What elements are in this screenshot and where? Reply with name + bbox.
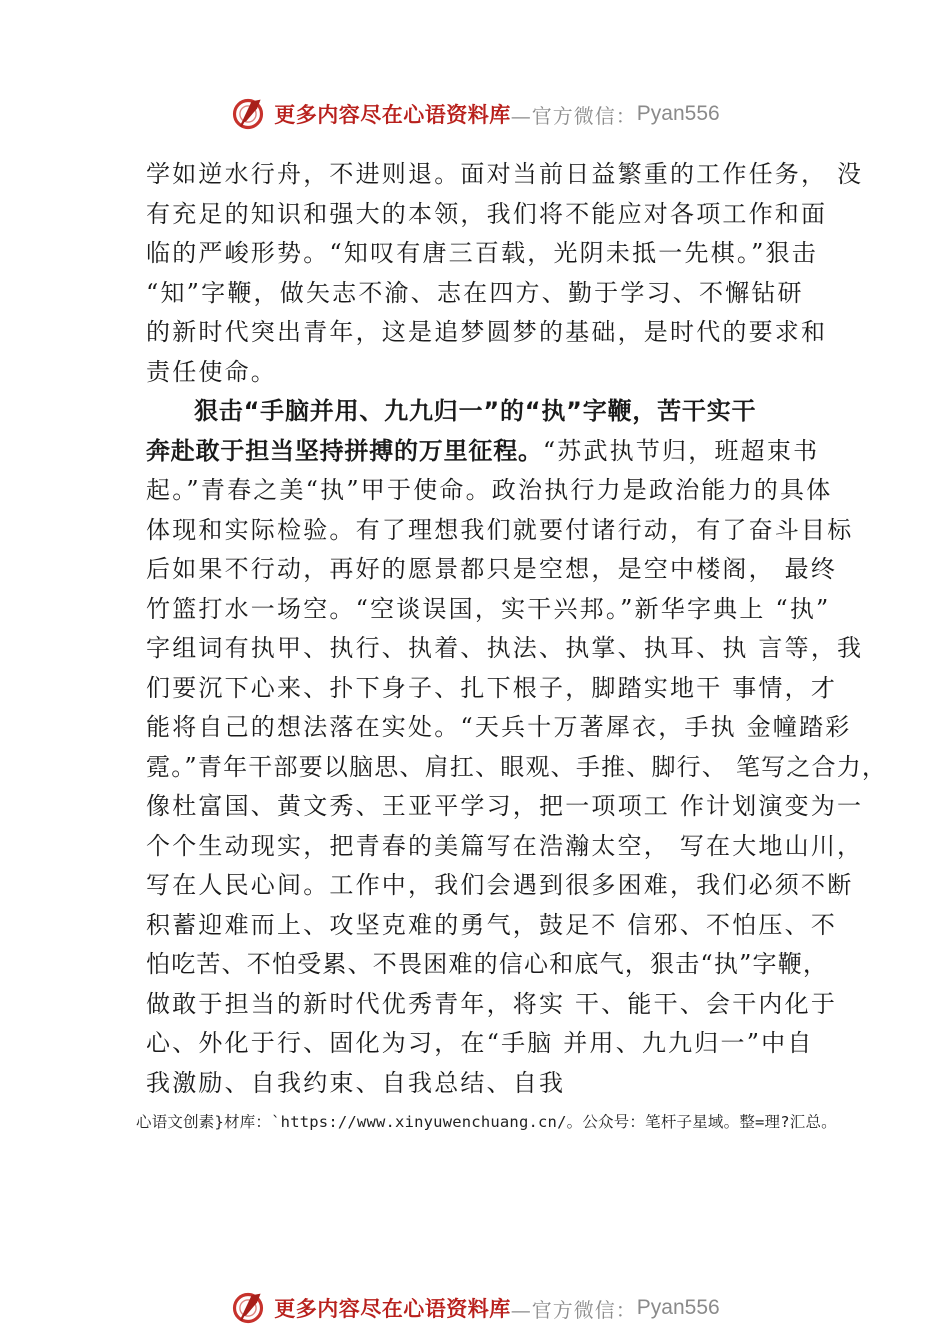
- banner-sub-text: —官方微信：: [510, 103, 637, 128]
- banner-sub-text: —官方微信：: [510, 1297, 637, 1322]
- text-line: 我激励、自我约束、自我总结、自我: [146, 1068, 566, 1097]
- document-body: [146, 155, 888, 1103]
- text-line: 心、外化于行、固化为习，在“手脑 并用、九九归一”中自: [146, 1029, 814, 1057]
- text-line: 有充足的知识和强大的本领，我们将不能应对各项工作和面: [146, 199, 828, 228]
- footer-banner: [0, 1286, 950, 1330]
- text-line: 的新时代突出青年，这是追梦圆梦的基础，是时代的要求和: [146, 318, 828, 346]
- paragraph-lead-line: [146, 432, 836, 472]
- text-line: 积蓄迎难而上、攻坚克难的勇气，鼓足不 信邪、不怕压、不: [146, 910, 838, 939]
- pen-seal-logo-icon: [230, 1290, 266, 1326]
- source-note: 心语文创素}材库：`https://www.xinyuwenchuang.cn/。公众号：笔杆子星域。整=理?汇总。: [136, 1113, 837, 1131]
- text-line: “知”字鞭，做矢志不渝、志在四方、勤于学习、不懈钻研: [146, 278, 804, 307]
- text-line: 们要沉下心来、扑下身子、扎下根子，脚踏实地干 事情，才: [146, 673, 838, 702]
- text-line: 字组词有执甲、执行、执着、执法、执掌、执耳、执 言等，我: [146, 634, 864, 662]
- text-line: 像杜富国、黄文秀、王亚平学习，把一项项工 作计划演变为一: [146, 792, 864, 820]
- text-line: 体现和实际检验。有了理想我们就要付诸行动，有了奋斗目标: [146, 515, 854, 544]
- paragraph-1: [146, 155, 864, 392]
- text-line: 学如逆水行舟，不进则退。面对当前日益繁重的工作任务， 没: [146, 160, 864, 188]
- text-line: 霓。”青年干部要以脑思、肩扛、眼观、手推、脚行、 笔写之合力，: [146, 752, 888, 781]
- pen-seal-logo-icon: [230, 96, 266, 132]
- text-line: 个个生动现实，把青春的美篇写在浩瀚太空， 写在大地山川，: [146, 831, 864, 860]
- text-line: 做敢于担当的新时代优秀青年，将实 干、能干、会干内化于: [146, 989, 838, 1018]
- text-line: 起。”青春之美“执”甲于使命。政治执行力是政治能力的具体: [146, 476, 833, 504]
- banner-wechat-handle: Pyan556: [636, 102, 720, 125]
- paragraph-lead-line: [146, 392, 836, 432]
- banner-brand-text: 更多内容尽在心语资料库: [274, 1296, 511, 1321]
- text-line: 责任使命。: [146, 357, 277, 386]
- quote-text: “苏武执节归，班超束书: [542, 436, 820, 465]
- banner-brand-text: 更多内容尽在心语资料库: [274, 102, 511, 127]
- banner-wechat-handle: Pyan556: [636, 1296, 720, 1319]
- paragraph-2: [146, 392, 888, 1103]
- lead-heading-continued: 奔赴敢于担当坚持拼搏的万里征程。: [146, 436, 543, 465]
- header-banner: [0, 92, 950, 136]
- text-line: 后如果不行动，再好的愿景都只是空想，是空中楼阁， 最终: [146, 555, 838, 583]
- text-line: 竹篮打水一场空。“空谈误国，实干兴邦。”新华字典上 “执”: [146, 594, 831, 623]
- text-line: 临的严峻形势。“知叹有唐三百载，光阴未抵一先棋。”狠击: [146, 239, 818, 267]
- text-line: 怕吃苦、不怕受累、不畏困难的信心和底气，狠击“执”字鞭，: [146, 950, 829, 978]
- text-line: 写在人民心间。工作中，我们会遇到很多困难，我们必须不断: [146, 871, 854, 899]
- lead-heading: 狠击“手脑并用、九九归一”的“执”字鞭，苦干实干: [194, 397, 757, 425]
- text-line: 能将自己的想法落在实处。“天兵十万著犀衣，手执 金幢踏彩: [146, 713, 852, 741]
